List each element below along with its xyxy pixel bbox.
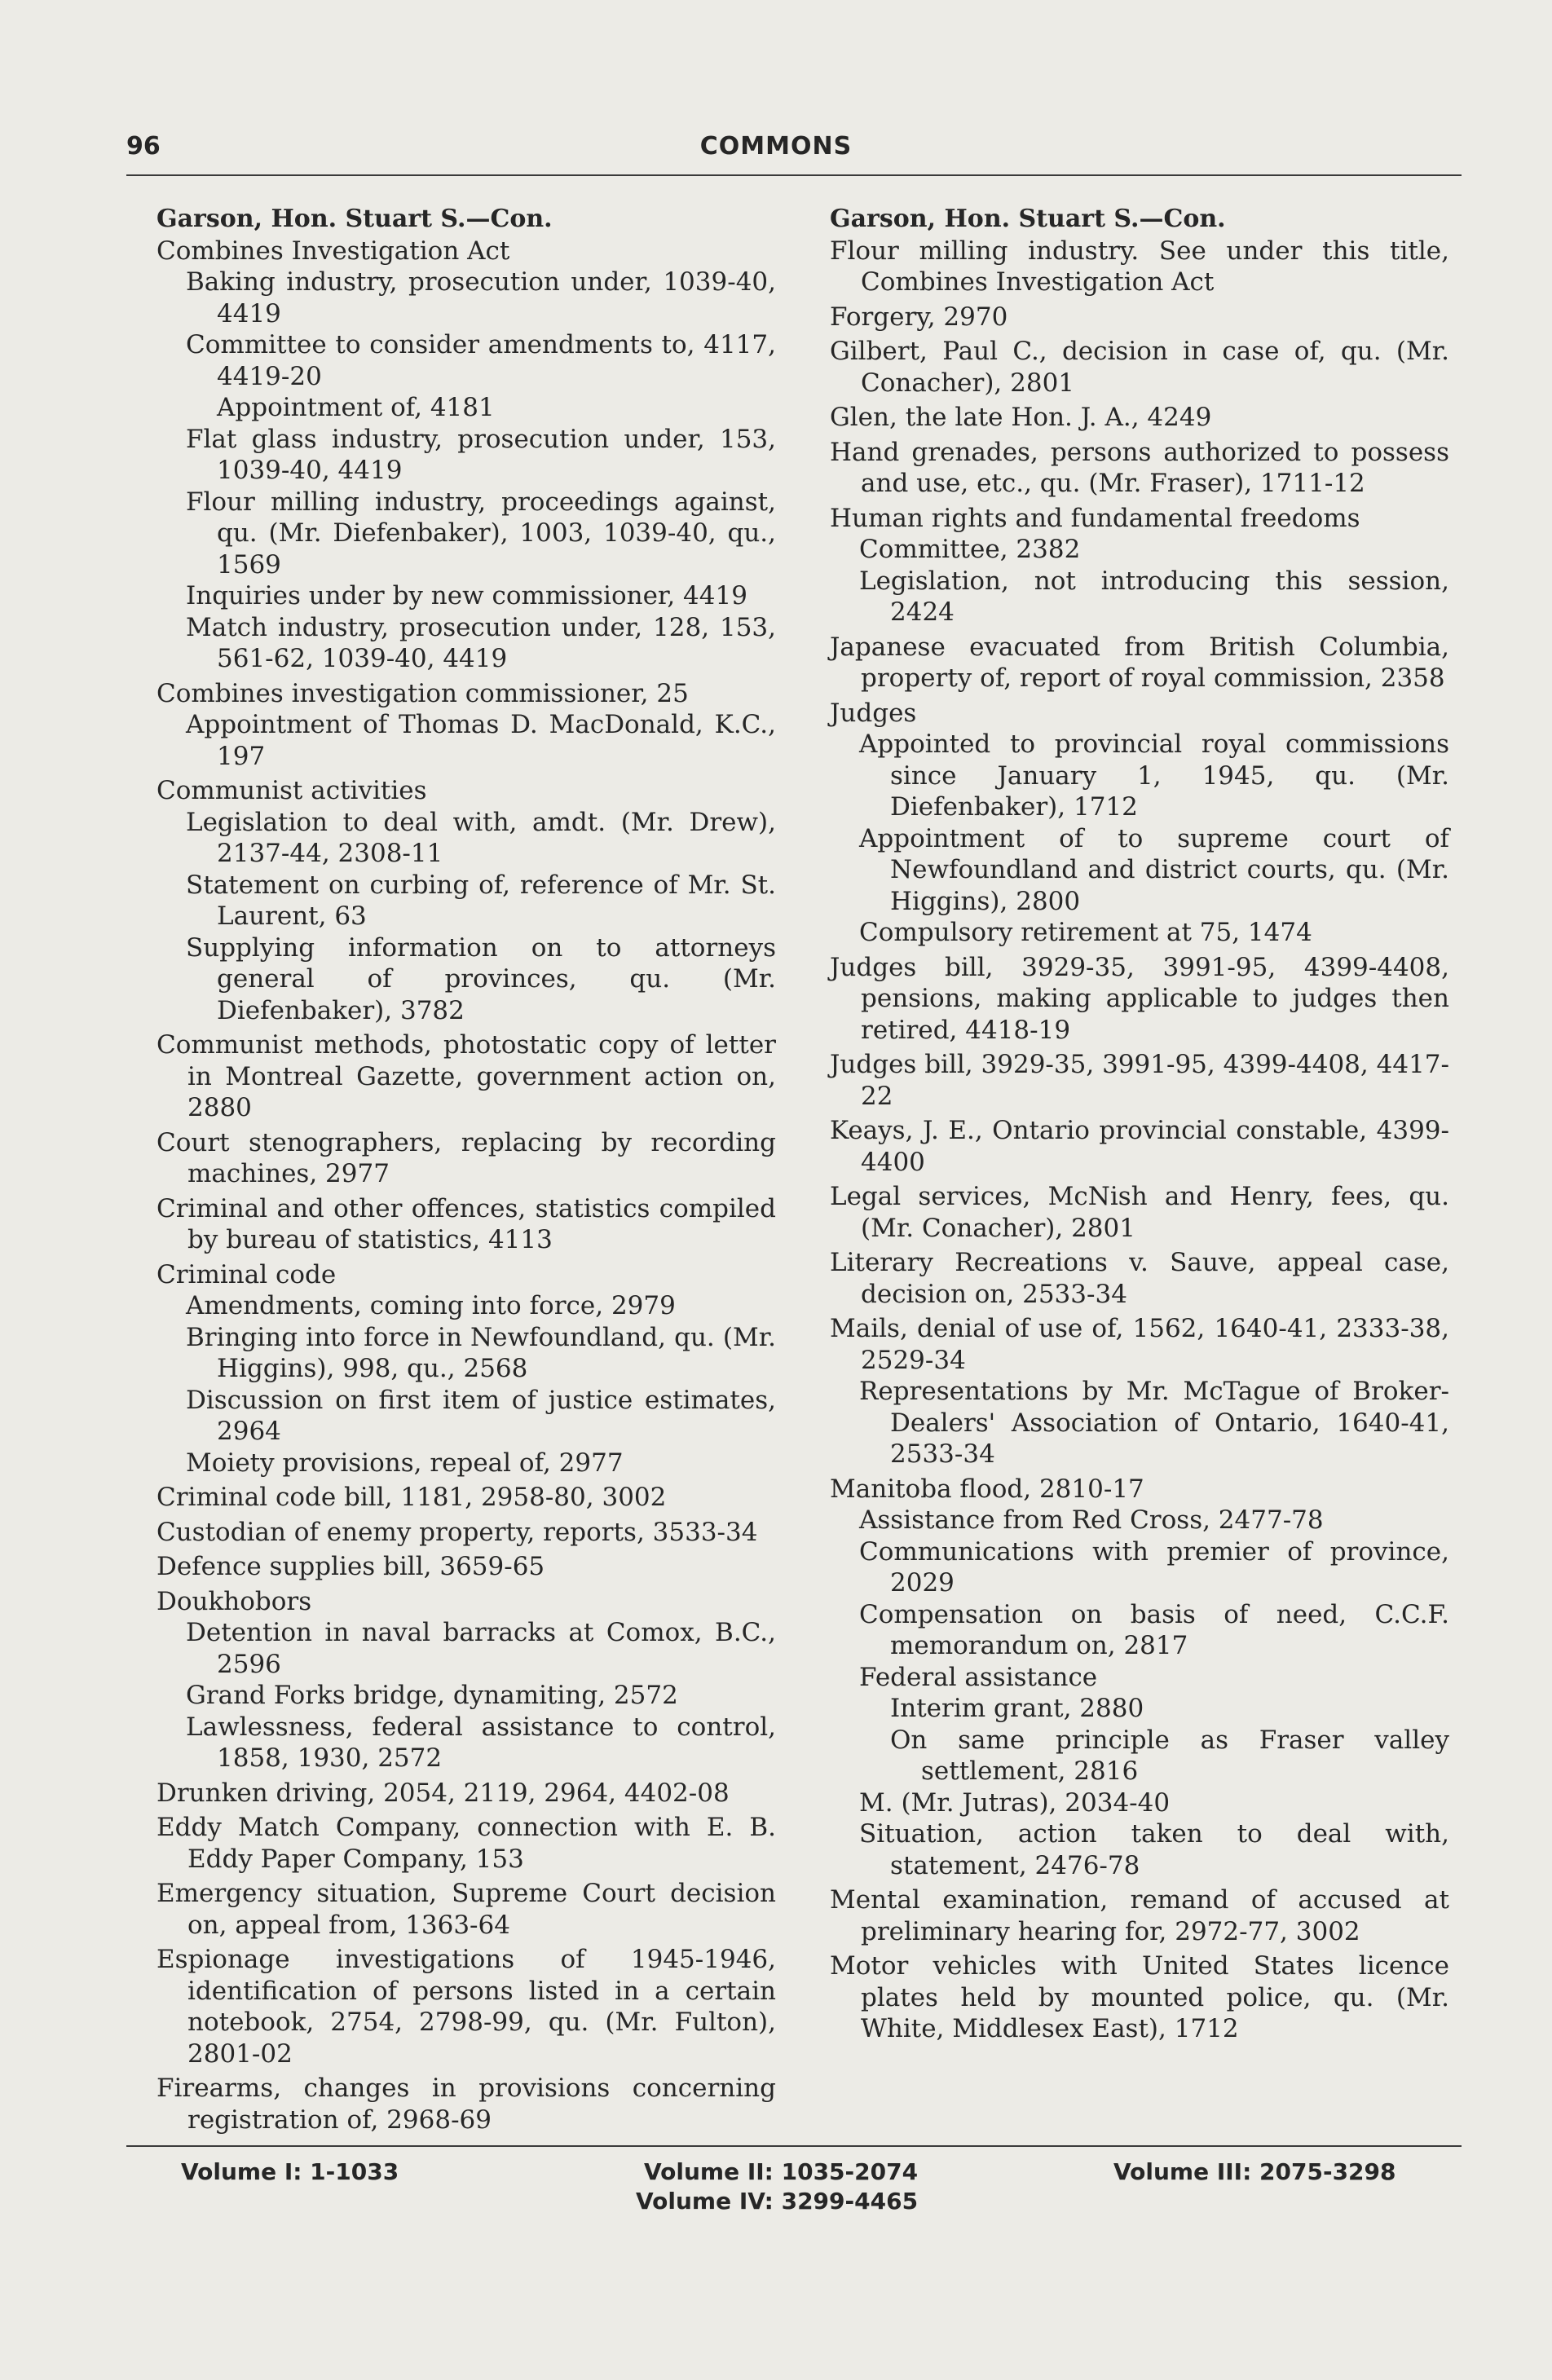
index-entry: Criminal and other offences, statistics compiled by bureau of statistics, 4113 bbox=[157, 1193, 776, 1254]
index-entry: Amendments, coming into force, 2979 bbox=[186, 1291, 676, 1320]
footer-volume-4: Volume IV: 3299-4465 bbox=[636, 2188, 919, 2215]
index-entry: Assistance from Red Cross, 2477-78 bbox=[859, 1505, 1324, 1535]
index-entry: Emergency situation, Supreme Court decision on, appeal from, 1363-64 bbox=[157, 1879, 776, 1940]
index-entry: Japanese evacuated from British Columbia, property of, report of royal commission, 2358 bbox=[830, 632, 1449, 693]
footer-volume-1: Volume I: 1-1033 bbox=[181, 2158, 399, 2185]
index-entry: Doukhobors bbox=[157, 1586, 312, 1616]
index-entry: Judges bill, 3929-35, 3991-95, 4399-4408, 4417-22 bbox=[830, 1050, 1449, 1111]
index-entry: Literary Recreations v. Sauve, appeal case, decision on, 2533-34 bbox=[830, 1248, 1449, 1309]
index-entry: Defence supplies bill, 3659-65 bbox=[157, 1552, 545, 1581]
index-entry: Criminal code bill, 1181, 2958-80, 3002 bbox=[157, 1483, 667, 1512]
index-entry: Compulsory retirement at 75, 1474 bbox=[859, 918, 1312, 947]
index-entry: Representations by Mr. McTague of Broker-Dealers' Association of Ontario, 1640-41, 2533-34 bbox=[859, 1377, 1449, 1469]
index-entry: M. (Mr. Jutras), 2034-40 bbox=[859, 1787, 1171, 1818]
page-number: 96 bbox=[126, 132, 161, 161]
index-entry: Flour milling industry, proceedings against, qu. (Mr. Diefenbaker), 1003, 1039-40, qu., 1569 bbox=[186, 487, 776, 580]
index-entry: Statement on curbing of, reference of Mr. St. Laurent, 63 bbox=[186, 870, 776, 931]
index-entry: Bringing into force in Newfoundland, qu. (Mr. Higgins), 998, qu., 2568 bbox=[186, 1322, 776, 1383]
header-rule bbox=[126, 174, 1462, 176]
index-entry: Judges bbox=[830, 698, 917, 728]
index-entry: Flour milling industry. See under this title, Combines Investigation Act bbox=[830, 236, 1449, 297]
index-entry: Keays, J. E., Ontario provincial constable, 4399-4400 bbox=[830, 1116, 1449, 1177]
index-entry: Judges bill, 3929-35, 3991-95, 4399-4408, pensions, making applicable to judges then retired, 4418-19 bbox=[830, 952, 1449, 1045]
index-entry: Appointment of Thomas D. MacDonald, K.C., 197 bbox=[186, 710, 776, 771]
index-entry: Discussion on first item of justice estimates, 2964 bbox=[186, 1385, 776, 1446]
index-entry: Detention in naval barracks at Comox, B.C., 2596 bbox=[186, 1618, 776, 1679]
footer-volume-2: Volume II: 1035-2074 bbox=[644, 2158, 919, 2185]
index-entry: Glen, the late Hon. J. A., 4249 bbox=[830, 403, 1212, 432]
index-entry: Combines investigation commissioner, 25 bbox=[157, 678, 689, 708]
index-entry: Communist activities bbox=[157, 776, 427, 805]
index-entry: Communist methods, photostatic copy of letter in Montreal Gazette, government action on, 2880 bbox=[157, 1030, 776, 1122]
index-entry: Firearms, changes in provisions concerning registration of, 2968-69 bbox=[157, 2074, 776, 2135]
index-entry: On same principle as Fraser valley settlement, 2816 bbox=[890, 1725, 1449, 1786]
index-entry: Committee, 2382 bbox=[859, 535, 1081, 564]
index-entry: Federal assistance bbox=[859, 1662, 1098, 1692]
index-entry: Gilbert, Paul C., decision in case of, qu. (Mr. Conacher), 2801 bbox=[830, 337, 1449, 398]
index-entry: Flat glass industry, prosecution under, 153, 1039-40, 4419 bbox=[186, 424, 776, 485]
index-entry: Appointed to provincial royal commissions since January 1, 1945, qu. (Mr. Diefenbaker), 1712 bbox=[859, 729, 1449, 822]
index-entry: Manitoba flood, 2810-17 bbox=[830, 1474, 1144, 1504]
index-entry: Eddy Match Company, connection with E. B. Eddy Paper Company, 153 bbox=[157, 1813, 776, 1874]
index-entry: Legislation to deal with, amdt. (Mr. Drew), 2137-44, 2308-11 bbox=[186, 807, 776, 868]
left-column bbox=[157, 204, 776, 2135]
footer-rule bbox=[126, 2145, 1462, 2147]
index-entry: Human rights and fundamental freedoms bbox=[830, 503, 1360, 533]
index-entry: Appointment of to supreme court of Newfoundland and district courts, qu. (Mr. Higgins), 2800 bbox=[859, 823, 1449, 916]
index-entry: Situation, action taken to deal with, statement, 2476-78 bbox=[859, 1819, 1449, 1880]
index-entry: Interim grant, 2880 bbox=[890, 1694, 1144, 1723]
index-entry: Legal services, McNish and Henry, fees, qu. (Mr. Conacher), 2801 bbox=[830, 1182, 1449, 1243]
index-entry: Inquiries under by new commissioner, 4419 bbox=[186, 581, 747, 610]
column-heading: Garson, Hon. Stuart S.—Con. bbox=[157, 205, 553, 233]
index-entry: Compensation on basis of need, C.C.F. memorandum on, 2817 bbox=[859, 1599, 1449, 1660]
index-entry: Forgery, 2970 bbox=[830, 302, 1008, 332]
index-entry: Match industry, prosecution under, 128, 153, 561-62, 1039-40, 4419 bbox=[186, 612, 776, 673]
index-entry: Moiety provisions, repeal of, 2977 bbox=[186, 1448, 624, 1478]
index-entry: Legislation, not introducing this session, 2424 bbox=[859, 566, 1449, 627]
index-entry: Grand Forks bridge, dynamiting, 2572 bbox=[186, 1681, 678, 1710]
index-entry: Appointment of, 4181 bbox=[217, 393, 495, 422]
index-entry: Drunken driving, 2054, 2119, 2964, 4402-08 bbox=[157, 1778, 730, 1808]
column-heading: Garson, Hon. Stuart S.—Con. bbox=[830, 205, 1226, 233]
index-entry: Mental examination, remand of accused at preliminary hearing for, 2972-77, 3002 bbox=[830, 1885, 1449, 1946]
index-entry: Supplying information on to attorneys general of provinces, qu. (Mr. Diefenbaker), 3782 bbox=[186, 932, 776, 1025]
page-title: COMMONS bbox=[699, 132, 853, 161]
footer-volume-3: Volume III: 2075-3298 bbox=[1113, 2158, 1396, 2185]
index-entry: Court stenographers, replacing by recording machines, 2977 bbox=[157, 1127, 776, 1188]
index-entry: Lawlessness, federal assistance to control, 1858, 1930, 2572 bbox=[186, 1712, 776, 1773]
index-entry: Combines Investigation Act bbox=[157, 236, 510, 266]
index-entry: Committee to consider amendments to, 4117, 4419-20 bbox=[186, 330, 776, 391]
index-entry: Mails, denial of use of, 1562, 1640-41, 2333-38, 2529-34 bbox=[830, 1314, 1449, 1375]
index-entry: Hand grenades, persons authorized to possess and use, etc., qu. (Mr. Fraser), 1711-12 bbox=[830, 437, 1449, 498]
index-entry: Communications with premier of province, 2029 bbox=[859, 1536, 1449, 1598]
index-entry: Custodian of enemy property, reports, 3533-34 bbox=[157, 1517, 758, 1547]
index-entry: Espionage investigations of 1945-1946, identification of persons listed in a certain notebook, 2754, 2798-99, qu. (Mr. Fulton), 2801-02 bbox=[157, 1945, 776, 2069]
index-entry: Motor vehicles with United States licence plates held by mounted police, qu. (Mr. White, Middlesex East), 1712 bbox=[830, 1951, 1449, 2043]
right-column bbox=[830, 204, 1449, 2045]
index-entry: Baking industry, prosecution under, 1039-40, 4419 bbox=[186, 267, 776, 328]
index-entry: Criminal code bbox=[157, 1259, 337, 1289]
